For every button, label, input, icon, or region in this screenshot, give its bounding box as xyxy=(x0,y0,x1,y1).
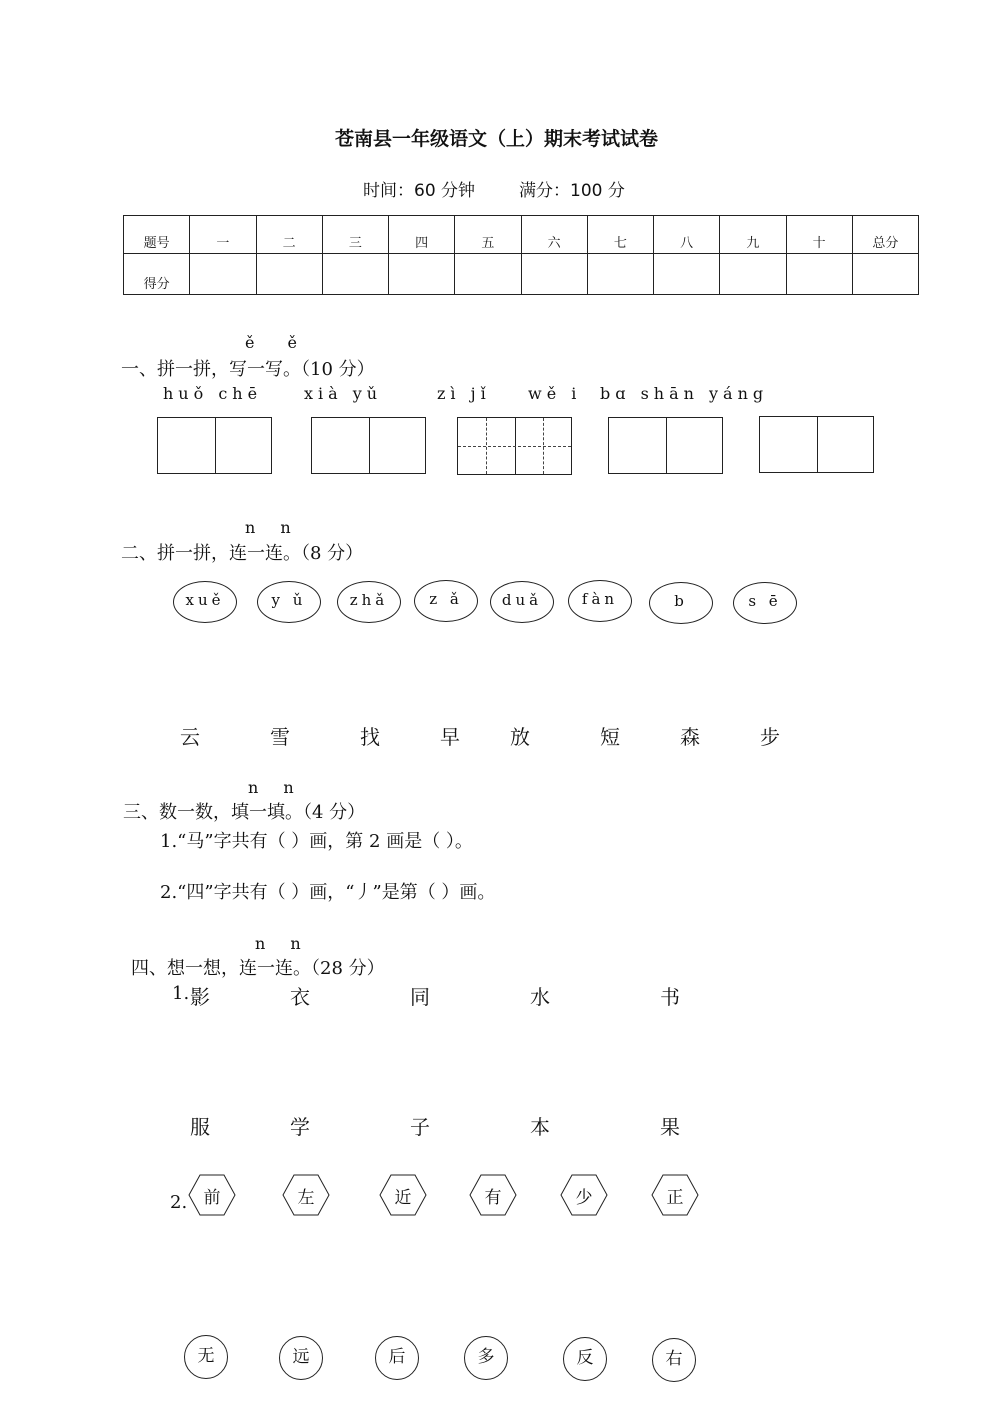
match-top-char[interactable]: 水 xyxy=(530,985,550,1009)
match-top-char[interactable]: 衣 xyxy=(290,985,310,1009)
pinyin-5: bɑ shān yáng xyxy=(600,384,769,403)
circle-char[interactable]: 反 xyxy=(563,1337,607,1381)
header-cell: 七 xyxy=(587,216,653,254)
hexagon-char[interactable] xyxy=(188,1174,236,1216)
score-cell[interactable] xyxy=(720,254,786,295)
hexagon-label: 近 xyxy=(394,1188,412,1208)
section2-annotation: n n xyxy=(245,518,301,537)
section1-annotation: ě ě xyxy=(245,333,312,352)
pinyin-oval[interactable]: z ǎ xyxy=(414,580,478,622)
writing-box-grid[interactable] xyxy=(457,417,572,475)
header-cell: 二 xyxy=(256,216,322,254)
score-table xyxy=(123,215,919,295)
match-bottom-char[interactable]: 果 xyxy=(660,1115,680,1139)
score-cell[interactable] xyxy=(521,254,587,295)
header-cell: 四 xyxy=(389,216,455,254)
match-bottom-char[interactable]: 子 xyxy=(410,1115,430,1139)
header-cell: 一 xyxy=(190,216,256,254)
match-top-char[interactable]: 同 xyxy=(410,985,430,1009)
match-bottom-char[interactable]: 本 xyxy=(530,1115,550,1139)
circle-char[interactable]: 后 xyxy=(375,1336,419,1380)
pinyin-2: xià yǔ xyxy=(304,384,383,403)
char-option[interactable]: 雪 xyxy=(270,725,290,749)
char-option[interactable]: 放 xyxy=(510,725,530,749)
header-cell: 三 xyxy=(322,216,388,254)
pinyin-oval[interactable]: duǎ xyxy=(490,581,554,623)
hexagon-label: 有 xyxy=(484,1188,502,1208)
question-1: 1.“马”字共有（ ）画，第 2 画是（ ）。 xyxy=(160,831,473,852)
writing-box[interactable] xyxy=(759,416,874,473)
score-cell[interactable] xyxy=(455,254,521,295)
match-top-char[interactable]: 影 xyxy=(190,985,210,1009)
writing-box[interactable] xyxy=(608,417,723,474)
pinyin-oval[interactable]: fàn xyxy=(568,580,632,622)
pinyin-oval[interactable]: b xyxy=(649,582,713,624)
hexagon-char[interactable] xyxy=(282,1174,330,1216)
hexagon-label: 少 xyxy=(575,1188,593,1208)
score-cell[interactable] xyxy=(389,254,455,295)
header-cell: 八 xyxy=(654,216,720,254)
pinyin-oval[interactable]: y ǔ xyxy=(257,581,321,623)
score-cell[interactable] xyxy=(322,254,388,295)
time-limit: 时间：60 分钟 xyxy=(363,181,476,201)
page-title: 苍南县一年级语文（上）期末考试试卷 xyxy=(334,128,658,150)
hexagon-char[interactable] xyxy=(379,1174,427,1216)
header-cell: 九 xyxy=(720,216,786,254)
writing-box[interactable] xyxy=(157,417,272,474)
section2-title: 二、拼一拼，连一连。（8 分） xyxy=(121,543,364,564)
pinyin-oval[interactable]: zhǎ xyxy=(337,581,401,623)
question-2: 2.“四”字共有（ ）画，“丿”是第（ ）画。 xyxy=(160,882,496,903)
match-top-char[interactable]: 书 xyxy=(660,985,680,1009)
pinyin-1: huǒ chē xyxy=(163,384,263,403)
circle-char[interactable]: 远 xyxy=(279,1336,323,1380)
writing-box[interactable] xyxy=(311,417,426,474)
header-cell: 五 xyxy=(455,216,521,254)
char-option[interactable]: 云 xyxy=(180,725,200,749)
char-option[interactable]: 早 xyxy=(440,725,460,749)
section4-annotation: n n xyxy=(255,934,311,953)
char-option[interactable]: 短 xyxy=(600,725,620,749)
circle-char[interactable]: 右 xyxy=(652,1338,696,1382)
hexagon-char[interactable] xyxy=(651,1174,699,1216)
match-bottom-char[interactable]: 服 xyxy=(190,1115,210,1139)
match-bottom-char[interactable]: 学 xyxy=(290,1115,310,1139)
pinyin-oval[interactable]: s ē xyxy=(733,582,797,624)
pinyin-oval[interactable]: xuě xyxy=(173,581,237,623)
header-cell: 十 xyxy=(786,216,852,254)
circle-char[interactable]: 多 xyxy=(464,1336,508,1380)
score-table-header-row xyxy=(124,216,919,254)
hexagon-label: 前 xyxy=(203,1188,221,1208)
full-score: 满分：100 分 xyxy=(519,181,625,201)
section3-title: 三、数一数，填一填。（4 分） xyxy=(123,802,366,823)
row-label: 得分 xyxy=(124,254,190,295)
header-cell: 六 xyxy=(521,216,587,254)
char-option[interactable]: 找 xyxy=(360,725,380,749)
section3-annotation: n n xyxy=(248,778,304,797)
circle-char[interactable]: 无 xyxy=(184,1335,228,1379)
char-option[interactable]: 森 xyxy=(680,725,700,749)
pinyin-4: wě i xyxy=(528,384,582,403)
char-option[interactable]: 步 xyxy=(760,725,780,749)
section1-title: 一、拼一拼，写一写。（10 分） xyxy=(121,359,375,380)
part1-label: 1. xyxy=(172,983,190,1004)
hexagon-char[interactable] xyxy=(560,1174,608,1216)
header-cell: 题号 xyxy=(124,216,190,254)
score-table-score-row xyxy=(124,254,919,295)
score-cell[interactable] xyxy=(852,254,918,295)
score-cell[interactable] xyxy=(587,254,653,295)
score-cell[interactable] xyxy=(256,254,322,295)
part2-label: 2. xyxy=(170,1192,188,1213)
section4-title: 四、想一想，连一连。（28 分） xyxy=(131,958,385,979)
score-cell[interactable] xyxy=(786,254,852,295)
hexagon-char[interactable] xyxy=(469,1174,517,1216)
hexagon-label: 左 xyxy=(297,1188,315,1208)
header-cell: 总分 xyxy=(852,216,918,254)
pinyin-3: zì jǐ xyxy=(437,384,491,403)
score-cell[interactable] xyxy=(654,254,720,295)
hexagon-label: 正 xyxy=(666,1188,684,1208)
score-cell[interactable] xyxy=(190,254,256,295)
